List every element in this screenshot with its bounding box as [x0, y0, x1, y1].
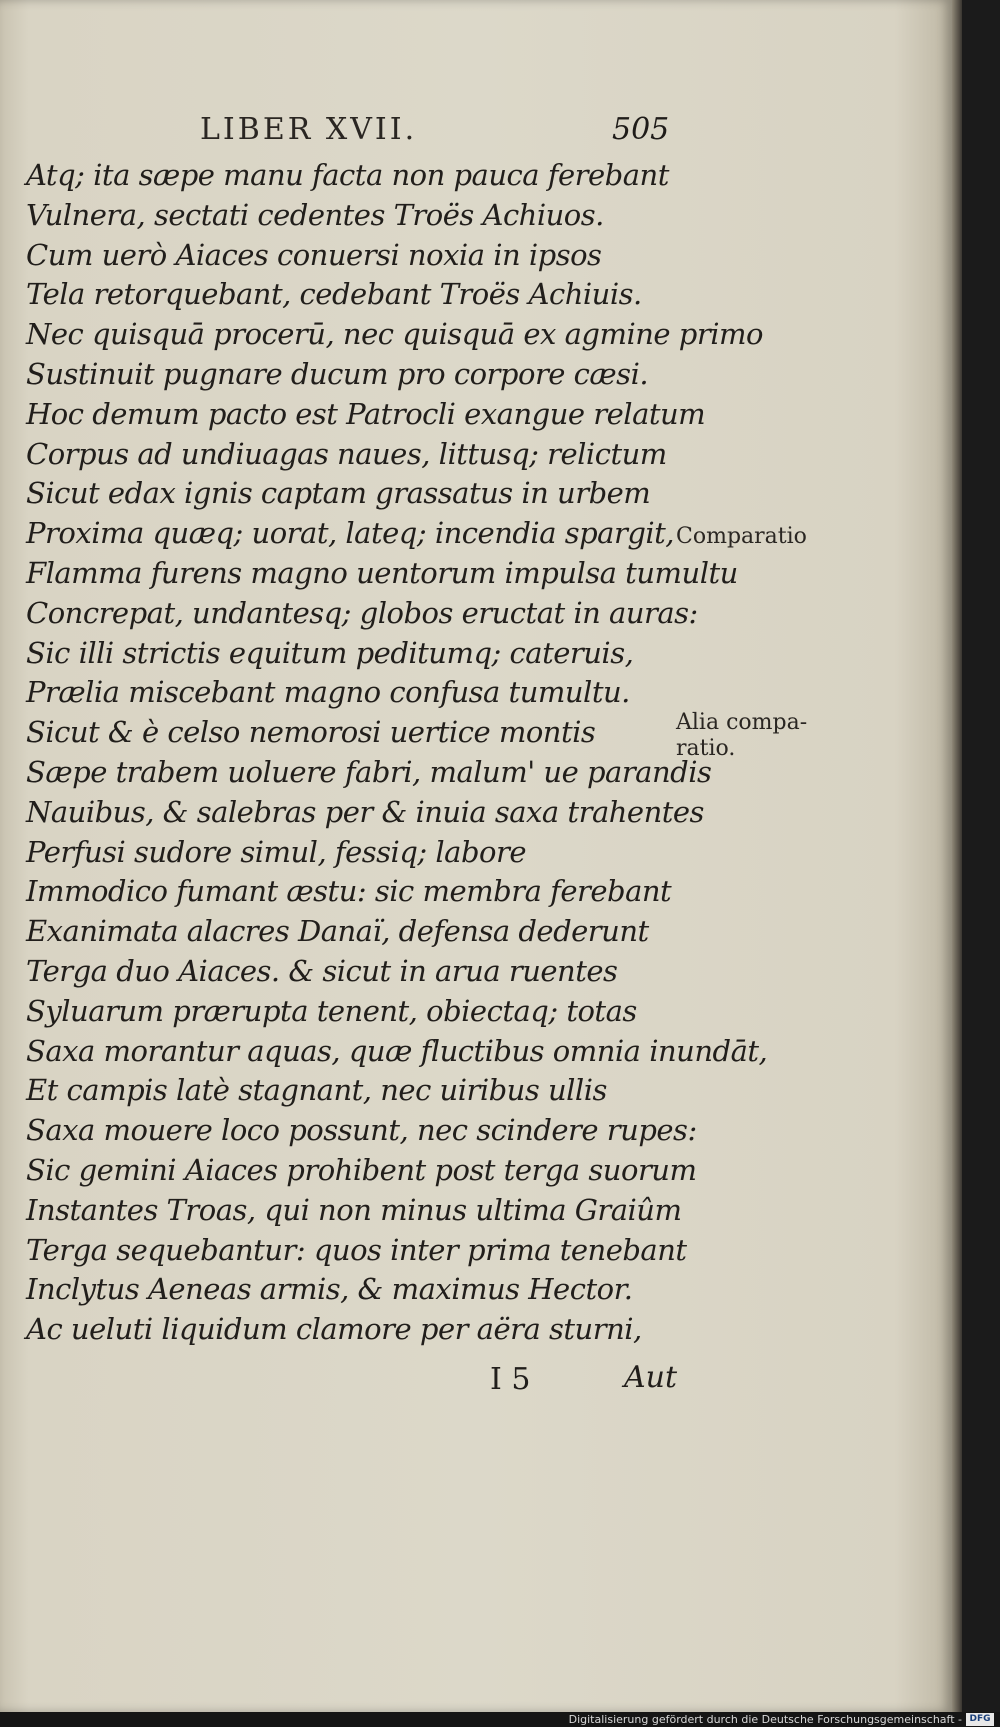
verse-line: Flamma furens magno uentorum impulsa tumultu [26, 555, 738, 590]
verse-line: Sic illi strictis equitum peditumq; cateruis, [26, 635, 634, 670]
verse-line: Et campis latè stagnant, nec uiribus ullis [26, 1073, 607, 1108]
verse-line: Syluarum prærupta tenent, obiectaq; totas [26, 993, 637, 1028]
dfg-logo-icon: DFG [966, 1713, 994, 1726]
verse-line: Corpus ad undiuagas naues, littusq; relictum [26, 436, 667, 471]
verse-line: Nauibus, & salebras per & inuia saxa trahentes [26, 794, 704, 829]
verse-line: Exanimata alacres Danaï, defensa dederunt [26, 914, 649, 949]
marginal-note-comparatio [676, 524, 807, 550]
verse-line: Sicut edax ignis captam grassatus in urbem [26, 476, 651, 511]
verse-line: Sustinuit pugnare ducum pro corpore cæsi. [26, 356, 649, 391]
verse-line: Atq; ita sæpe manu facta non pauca ferebant [26, 158, 669, 192]
marginal-note-text: Comparatio [676, 524, 807, 549]
verse-line: Proxima quæq; uorat, lateq; incendia spargit, [26, 516, 675, 551]
catchword: Aut [624, 1360, 678, 1395]
verse-line: Nec quisquā procerū, nec quisquā ex agmine primo [26, 317, 763, 352]
verse-line: Prælia miscebant magno confusa tumultu. [26, 675, 630, 710]
verse-line: Terga sequebantur: quos inter prima tenebant [26, 1232, 687, 1267]
page-edge-shadow [952, 0, 962, 1712]
verse-line: Instantes Troas, qui non minus ultima Graiûm [26, 1192, 682, 1227]
verse-line: Cum uerò Aiaces conuersi noxia in ipsos [26, 237, 602, 272]
verse-line: Concrepat, undantesq; globos eructat in auras: [26, 595, 698, 630]
verse-line: Tela retorquebant, cedebant Troës Achiuis. [26, 277, 642, 312]
verse-line: Sæpe trabem uoluere fabri, malum' ue parandis [26, 754, 712, 789]
verse-line: Perfusi sudore simul, fessiq; labore [26, 834, 526, 869]
verse-line: Hoc demum pacto est Patrocli exangue relatum [26, 396, 706, 431]
marginal-note-text: Alia compa- [676, 710, 808, 735]
verse-line: Saxa mouere loco possunt, nec scindere rupes: [26, 1113, 697, 1148]
verse-line: Immodico fumant æstu: sic membra ferebant [26, 874, 672, 909]
verse-line: Inclytus Aeneas armis, & maximus Hector. [26, 1272, 633, 1307]
verse-line: Saxa morantur aquas, quæ fluctibus omnia inundāt, [26, 1033, 768, 1068]
running-head-title: LIBER XVII. [200, 112, 418, 147]
signature-mark: I 5 [490, 1362, 531, 1397]
digitization-credit: Digitalisierung gefördert durch die Deutsche Forschungsgemeinschaft - [568, 1713, 962, 1726]
verse-line: Sic gemini Aiaces prohibent post terga suorum [26, 1152, 697, 1187]
verse-line: Ac ueluti liquidum clamore per aëra sturni, [26, 1312, 642, 1347]
verse-line: Sicut & è celso nemorosi uertice montis [26, 715, 596, 750]
verse-line: Terga duo Aiaces. & sicut in arua ruentes [26, 953, 618, 988]
marginal-note-text: ratio. [676, 736, 736, 761]
folio-number: 505 [612, 112, 670, 147]
marginal-note-alia-comparatio [676, 710, 807, 762]
verse-line: Vulnera, sectati cedentes Troës Achiuos. [26, 197, 604, 232]
